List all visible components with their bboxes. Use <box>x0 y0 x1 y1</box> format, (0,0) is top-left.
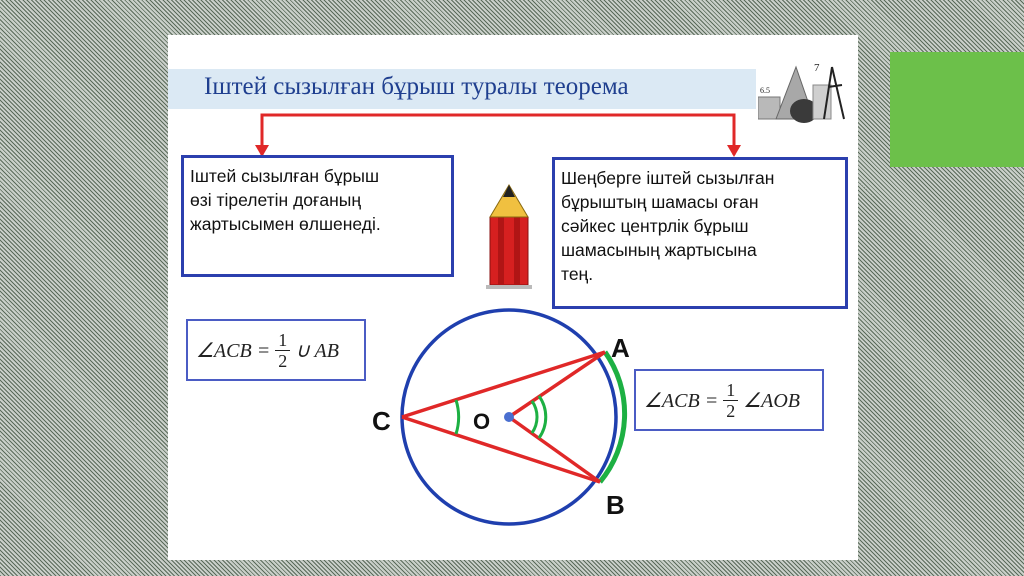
right-box-line: бұрыштың шамасы оған <box>561 192 759 212</box>
formula-right-rhs: ∠AOB <box>743 389 801 412</box>
slide <box>168 35 858 560</box>
right-box-line: шамасының жартысына <box>561 240 757 260</box>
formula-left-lhs: ∠ACB = <box>196 339 271 362</box>
right-theorem-box <box>552 157 848 309</box>
label-b: B <box>606 490 625 520</box>
formula-right-numerator: 1 <box>723 380 738 401</box>
angle-arc-c <box>456 400 459 434</box>
arc-ab <box>600 352 625 482</box>
right-box-line: сәйкес центрлік бұрыш <box>561 216 749 236</box>
pencil-icon <box>486 185 532 289</box>
radius-oa <box>509 352 605 417</box>
formula-left-numerator: 1 <box>275 330 290 351</box>
accent-square <box>890 52 1024 167</box>
label-o: O <box>473 409 491 434</box>
logo-fraction: 6.5 <box>760 86 770 95</box>
formula-right-fraction <box>723 380 738 421</box>
formula-left-fraction <box>275 330 290 371</box>
center-point <box>504 412 514 422</box>
left-box-line: өзі тірелетін доғаның <box>190 190 362 210</box>
label-c: C <box>372 406 391 436</box>
left-theorem-box <box>181 155 454 277</box>
formula-left <box>186 319 366 381</box>
formula-right-lhs: ∠ACB = <box>644 389 719 412</box>
bracket-connector <box>255 115 741 157</box>
formula-left-rhs: ∪ AB <box>295 339 339 362</box>
radius-ob <box>509 417 600 482</box>
angle-arc-o-inner <box>532 401 537 433</box>
right-box-line: Шеңберге іштей сызылған <box>561 168 775 188</box>
formula-left-denominator: 2 <box>278 350 288 371</box>
right-box-line: тең. <box>561 264 594 284</box>
label-a: A <box>611 333 630 363</box>
chord-ca <box>402 352 605 417</box>
left-box-line: жартысымен өлшенеді. <box>190 214 381 234</box>
slide-title: Іштей сызылған бұрыш туралы теорема <box>204 73 629 100</box>
left-box-line: Іштей сызылған бұрыш <box>190 166 379 186</box>
formula-right <box>634 369 824 431</box>
logo-seven: 7 <box>814 62 820 74</box>
angle-arc-o-outer <box>539 396 546 438</box>
formula-right-denominator: 2 <box>726 400 736 421</box>
chord-cb <box>402 417 600 482</box>
